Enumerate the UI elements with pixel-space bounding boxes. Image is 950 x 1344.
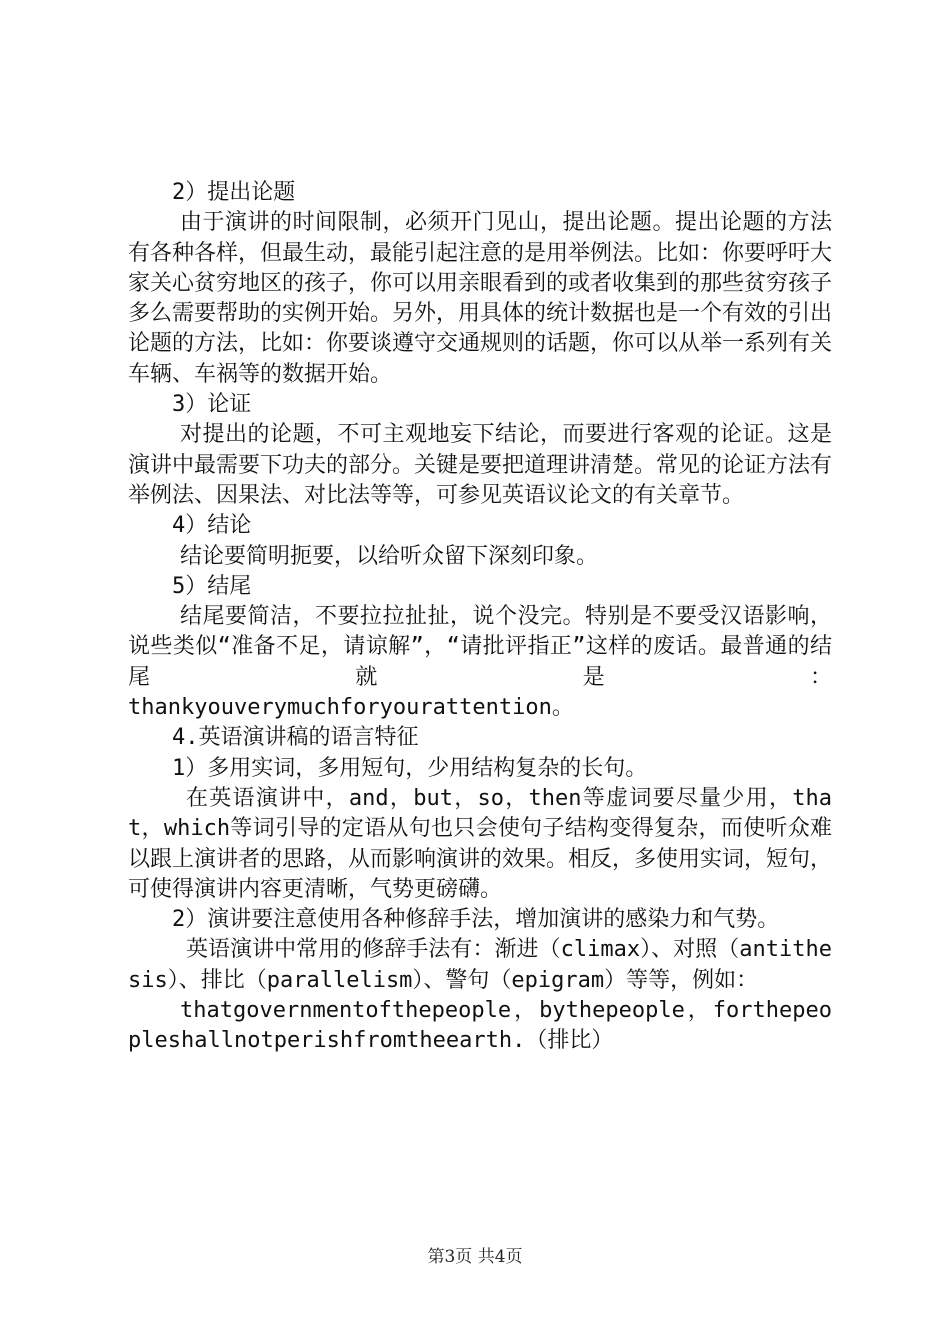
paragraph-ending: 结尾要简洁，不要拉拉扯扯，说个没完。特别是不要受汉语影响，说些类似“准备不足，请谅解”，“请批评指正”这样的废话。最普通的结尾就是： bbox=[128, 604, 832, 690]
paragraph-argument: 对提出的论题，不可主观地妄下结论，而要进行客观的论证。这是演讲中最需要下功夫的部分。关键是要把道理讲清楚。常见的论证方法有举例法、因果法、对比法等等，可参见英语议论文的有关章节。 bbox=[128, 422, 833, 508]
paragraph-rhetoric-example: thatgovernmentofthepeople，bythepeople，forthepeopleshallnotperishfromtheearth.（排比） bbox=[128, 998, 832, 1054]
heading-ending: 5）结尾 bbox=[172, 573, 252, 599]
page-number-footer: 第3页 共4页 bbox=[427, 1247, 523, 1267]
document-body bbox=[128, 178, 832, 1057]
subheading-rhetoric: 2）演讲要注意使用各种修辞手法，增加演讲的感染力和气势。 bbox=[172, 907, 780, 933]
heading-conclusion: 4）结论 bbox=[172, 513, 252, 539]
paragraph-conclusion: 结论要简明扼要，以给听众留下深刻印象。 bbox=[180, 543, 599, 569]
paragraph-content-words: 在英语演讲中，and，but，so，then等虚词要尽量少用，that，which等词引导的定语从句也只会使句子结构变得复杂，而使听众难以跟上演讲者的思路，从而影响演讲的效果。相反，多使用实词，短句，可使得演讲内容更清晰，气势更磅礴。 bbox=[128, 785, 833, 902]
heading-language-features: 4.英语演讲稿的语言特征 bbox=[172, 725, 419, 751]
paragraph-rhetoric: 英语演讲中常用的修辞手法有：渐进（climax）、对照（antithesis）、排比（parallelism）、警句（epigram）等等，例如： bbox=[128, 937, 832, 993]
heading-argument: 3）论证 bbox=[172, 392, 252, 418]
heading-propose-topic: 2）提出论题 bbox=[172, 180, 296, 205]
subheading-content-words: 1）多用实词，多用短句，少用结构复杂的长句。 bbox=[172, 755, 648, 781]
paragraph-ending-example: thankyouverymuchforyourattention。 bbox=[128, 695, 574, 721]
paragraph-propose-topic: 由于演讲的时间限制，必须开门见山，提出论题。提出论题的方法有各种各样，但最生动，最能引起注意的是用举例法。比如：你要呼吁大家关心贫穷地区的孩子，你可以用亲眼看到的或者收集到的那些贫穷孩子多么需要帮助的实例开始。另外，用具体的统计数据也是一个有效的引出论题的方法，比如：你要谈遵守交通规则的话题，你可以从举一系列有关车辆、车祸等的数据开始。 bbox=[128, 210, 833, 387]
